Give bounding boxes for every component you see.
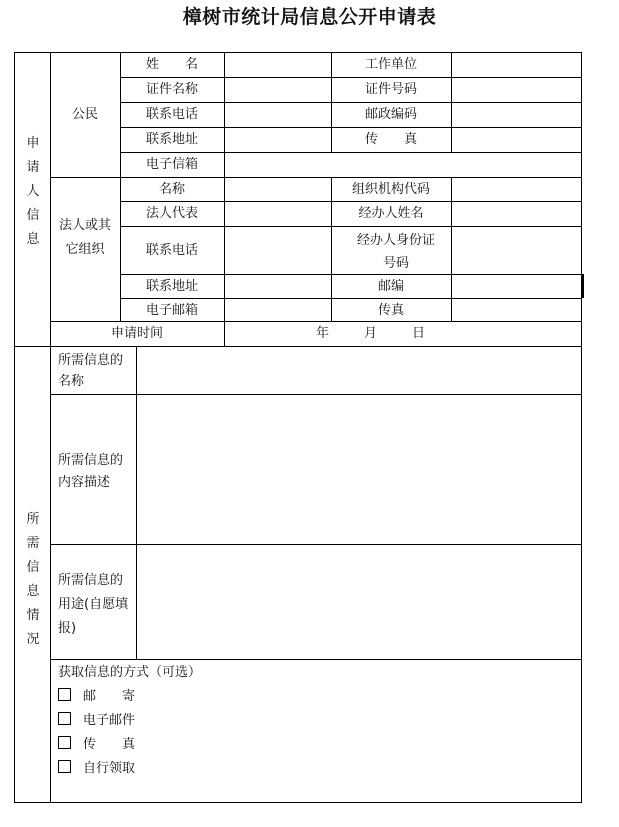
legal-group-label: 法人或其它组织 [58, 218, 111, 257]
border-bottom [14, 802, 582, 803]
method-option-fax[interactable] [58, 736, 135, 753]
legal-agent-id-field[interactable] [452, 227, 581, 274]
form-title: 樟树市统计局信息公开申请表 [182, 6, 437, 28]
citizen-id-no-label: 证件号码 [364, 82, 417, 97]
citizen-email-field[interactable] [225, 153, 581, 177]
info-name-label: 所需信息的名称 [58, 353, 124, 389]
citizen-group-label: 公民 [71, 107, 98, 122]
legal-phone-label: 联系电话 [145, 243, 198, 258]
checkbox-pickup[interactable] [58, 760, 71, 773]
citizen-address-label: 联系地址 [145, 132, 198, 147]
legal-address-field[interactable] [225, 275, 331, 298]
legal-fax-label: 传真 [377, 303, 404, 318]
info-use-label: 所需信息的用途(自愿填报) [58, 573, 129, 636]
method-option-mail[interactable] [58, 688, 135, 705]
info-section-label [23, 508, 43, 652]
legal-postcode-label: 邮编 [377, 279, 404, 294]
legal-agent-id-label: 经办人身份证号码 [356, 233, 435, 271]
method-option-email[interactable] [58, 712, 135, 729]
citizen-id-no-field[interactable] [452, 78, 581, 102]
info-name-field[interactable] [137, 347, 581, 394]
applicant-section-text: 申请人信息 [26, 136, 40, 247]
legal-phone-field[interactable] [225, 227, 331, 274]
apply-time-month: 月 [364, 326, 378, 341]
border-left [14, 52, 15, 803]
citizen-id-name-label: 证件名称 [145, 82, 198, 97]
section-column-line [50, 52, 51, 803]
legal-email-label: 电子邮箱 [145, 303, 198, 318]
citizen-work-unit-label: 工作单位 [364, 57, 417, 72]
applicant-section-label [23, 132, 43, 252]
mid-line-b [331, 177, 332, 322]
checkbox-email[interactable] [58, 712, 71, 725]
legal-org-code-label: 组织机构代码 [351, 182, 430, 197]
legal-fax-field[interactable] [452, 299, 581, 321]
checkbox-mail[interactable] [58, 688, 71, 701]
border-right [581, 52, 582, 803]
method-option-pickup-label: 自行领取 [83, 761, 136, 776]
legal-org-code-field[interactable] [452, 178, 581, 201]
citizen-work-unit-field[interactable] [452, 53, 581, 77]
citizen-phone-label: 联系电话 [145, 107, 198, 122]
apply-time-year: 年 [316, 326, 330, 341]
info-row-line [50, 659, 582, 660]
legal-address-label: 联系地址 [145, 279, 198, 294]
citizen-postcode-label: 邮政编码 [364, 107, 417, 122]
method-option-email-label: 电子邮件 [83, 713, 136, 728]
method-label: 获取信息的方式（可选） [58, 665, 202, 680]
citizen-postcode-field[interactable] [452, 103, 581, 127]
method-option-pickup[interactable] [58, 760, 135, 777]
legal-agent-name-label: 经办人姓名 [358, 206, 424, 221]
citizen-id-name-field[interactable] [225, 78, 331, 102]
citizen-fax-label: 传 真 [364, 132, 417, 147]
application-form [14, 52, 582, 803]
info-section-text: 所需信息情况 [26, 512, 40, 647]
method-option-fax-label: 传 真 [83, 737, 136, 752]
legal-agent-name-field[interactable] [452, 202, 581, 226]
checkbox-fax[interactable] [58, 736, 71, 749]
legal-postcode-field[interactable] [452, 275, 581, 298]
citizen-name-field[interactable] [225, 53, 331, 77]
legal-rep-label: 法人代表 [145, 206, 198, 221]
apply-time-day: 日 [412, 326, 426, 341]
citizen-name-label: 姓 名 [145, 57, 198, 72]
info-desc-label: 所需信息的内容描述 [58, 453, 124, 490]
apply-time-label: 申请时间 [110, 326, 163, 341]
citizen-address-field[interactable] [225, 128, 331, 152]
citizen-fax-field[interactable] [452, 128, 581, 152]
edge-mark [581, 274, 584, 298]
apply-time-field[interactable] [225, 322, 581, 346]
info-use-field[interactable] [137, 545, 581, 659]
legal-rep-field[interactable] [225, 202, 331, 226]
legal-name-field[interactable] [225, 178, 331, 201]
citizen-email-label: 电子信箱 [145, 157, 198, 172]
method-option-mail-label: 邮 寄 [83, 689, 136, 704]
legal-name-label: 名称 [158, 182, 185, 197]
info-desc-field[interactable] [137, 395, 581, 544]
citizen-phone-field[interactable] [225, 103, 331, 127]
legal-email-field[interactable] [225, 299, 331, 321]
